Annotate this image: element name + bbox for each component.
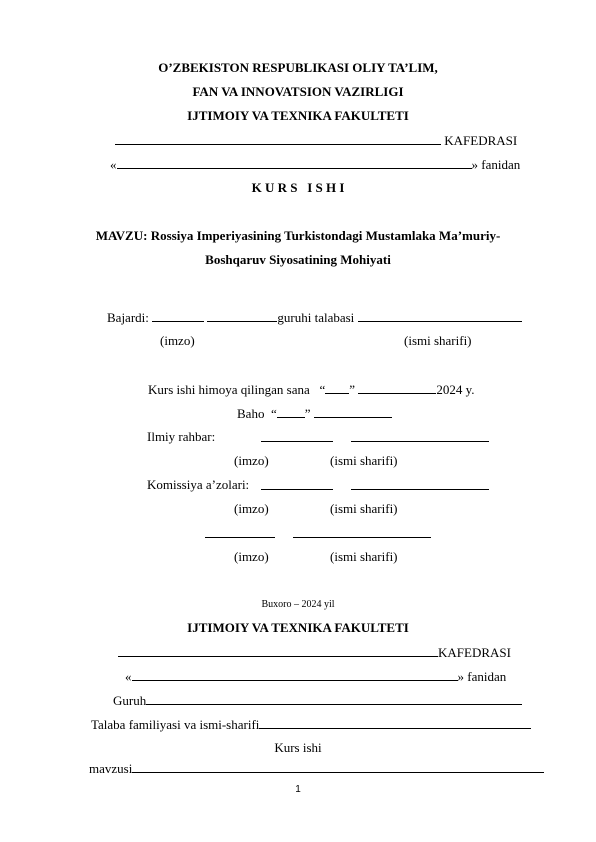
commission-signature-blank-2 — [205, 525, 275, 538]
footer-subject-blank — [132, 668, 458, 681]
ministry-title-line1: O’ZBEKISTON RESPUBLIKASI OLIY TA’LIM, — [158, 60, 438, 75]
grade-line — [237, 405, 392, 422]
city-year: Buxoro – 2024 yil — [261, 599, 335, 610]
topic-line1: MAVZU: Rossiya Imperiyasining Turkistondagi Mustamlaka Ma’muriy- — [95, 228, 501, 243]
student-fullname-blank — [259, 716, 531, 729]
defense-date-line — [148, 381, 474, 398]
student-name-blank — [358, 309, 522, 322]
footer-kafedra-label: KAFEDRASI — [438, 645, 511, 660]
supervisor-ismi-sharifi-caption: (ismi sharifi) — [330, 453, 398, 468]
bajardi-blank — [152, 309, 204, 322]
subject-blank — [117, 156, 472, 169]
faculty-title: IJTIMOIY VA TEXNIKA FAKULTETI — [187, 108, 409, 123]
footer-subject-open-quote: « — [125, 669, 132, 684]
topic-field-blank — [132, 760, 544, 773]
subject-fanidan: » fanidan — [471, 157, 521, 172]
commission-label: Komissiya a’zolari: — [147, 477, 250, 492]
footer-faculty-title: IJTIMOIY VA TEXNIKA FAKULTETI — [187, 620, 409, 635]
footer-kafedra-blank — [118, 644, 438, 657]
grade-label: Baho “ — [237, 406, 277, 421]
page-number: 1 — [295, 784, 301, 795]
footer-subject-line — [125, 668, 506, 685]
subject-open-quote: « — [110, 157, 117, 172]
group-label: Guruh — [113, 693, 147, 708]
defense-year: 2024 y. — [436, 382, 475, 397]
commission-signature-blank-1 — [261, 477, 333, 490]
ministry-title-line2: FAN VA INNOVATSION VAZIRLIGI — [192, 84, 404, 99]
topic-line2: Boshqaruv Siyosatining Mohiyati — [205, 252, 391, 267]
supervisor-signature-blank — [261, 429, 333, 442]
kurs-ishi-label: Kurs ishi — [274, 740, 322, 755]
guruhi-talabasi-label: guruhi talabasi — [277, 310, 355, 325]
commission-ismi-sharifi-caption-2: (ismi sharifi) — [330, 549, 398, 564]
kafedra-line — [115, 132, 517, 149]
commission-name-blank-2 — [293, 525, 431, 538]
student-fullname-label: Talaba familiyasi va ismi-sharifi — [91, 717, 260, 732]
group-line — [113, 692, 522, 709]
student-line — [107, 309, 522, 326]
defense-date-label: Kurs ishi himoya qilingan sana “ — [148, 382, 326, 397]
footer-subject-fanidan: » fanidan — [457, 669, 507, 684]
subject-line — [110, 156, 520, 173]
footer-kafedra-line — [118, 644, 511, 661]
defense-day-blank — [325, 381, 349, 394]
kafedra-label: KAFEDRASI — [444, 133, 518, 148]
grade-closing-quote: ” — [304, 406, 311, 421]
commission-ismi-sharifi-caption-1: (ismi sharifi) — [330, 501, 398, 516]
topic-field-line — [89, 760, 544, 777]
grade-words-blank — [314, 405, 392, 418]
student-fullname-line — [91, 716, 531, 733]
bajardi-label: Bajardi: — [107, 310, 149, 325]
defense-month-blank — [358, 381, 436, 394]
student-ismi-sharifi-caption: (ismi sharifi) — [404, 333, 472, 348]
supervisor-imzo-caption: (imzo) — [234, 453, 269, 468]
grade-blank — [277, 405, 305, 418]
commission-imzo-caption-2: (imzo) — [234, 549, 269, 564]
group-blank — [207, 309, 277, 322]
topic-field-label: mavzusi — [89, 761, 133, 776]
supervisor-name-blank — [351, 429, 489, 442]
commission-imzo-caption-1: (imzo) — [234, 501, 269, 516]
defense-date-closing-quote: ” — [349, 382, 356, 397]
document-type-heading: K U R S I S H I — [251, 180, 345, 195]
supervisor-label: Ilmiy rahbar: — [147, 429, 216, 444]
group-field-blank — [146, 692, 522, 705]
student-imzo-caption: (imzo) — [160, 333, 195, 348]
commission-name-blank-1 — [351, 477, 489, 490]
kafedra-blank — [115, 132, 441, 145]
